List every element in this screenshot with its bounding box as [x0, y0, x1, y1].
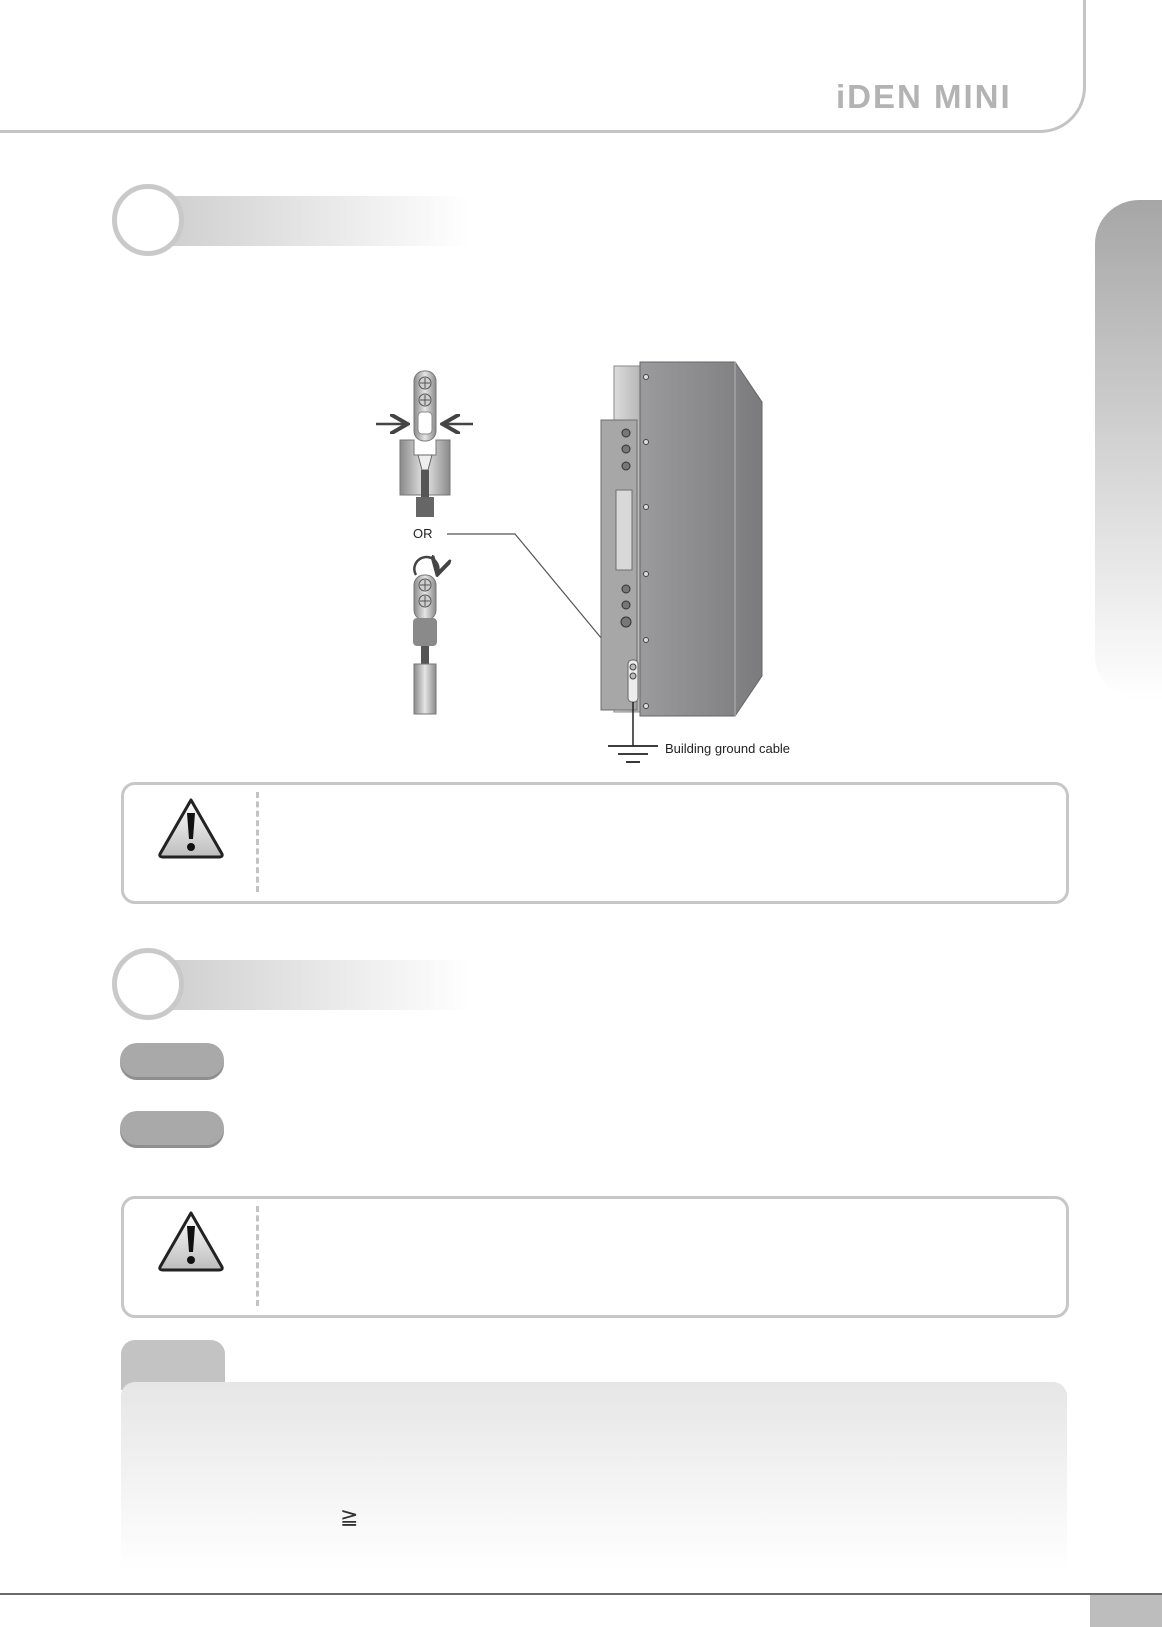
- step-pill: [120, 1043, 224, 1077]
- page-number-box: [1090, 1595, 1162, 1627]
- caution-box: [121, 1196, 1069, 1318]
- caution-divider: [256, 1206, 259, 1306]
- warning-icon: [156, 796, 226, 860]
- caution-divider: [256, 792, 259, 892]
- section-heading-bar: [140, 960, 470, 1010]
- screw-lug-icon: [413, 557, 438, 714]
- caution-box: [121, 782, 1069, 904]
- note-panel: [121, 1382, 1067, 1572]
- crimp-lug-icon: [376, 371, 473, 517]
- ground-cable-label: Building ground cable: [665, 741, 791, 756]
- leader-line: [447, 534, 626, 668]
- section-number-circle: [112, 948, 184, 1020]
- section-heading-bar: [140, 196, 470, 246]
- cabinet-side-view: [601, 362, 762, 716]
- step-pill: [120, 1111, 224, 1145]
- note-symbol: ≧: [340, 1504, 359, 1529]
- footer-rule: [0, 1593, 1162, 1595]
- grounding-diagram: [360, 355, 810, 775]
- section-number-circle: [112, 184, 184, 256]
- warning-icon: [156, 1209, 226, 1273]
- brand-logo: iDEN MINI: [836, 78, 1012, 115]
- or-label: OR: [413, 526, 433, 541]
- side-chapter-tab: [1095, 200, 1162, 700]
